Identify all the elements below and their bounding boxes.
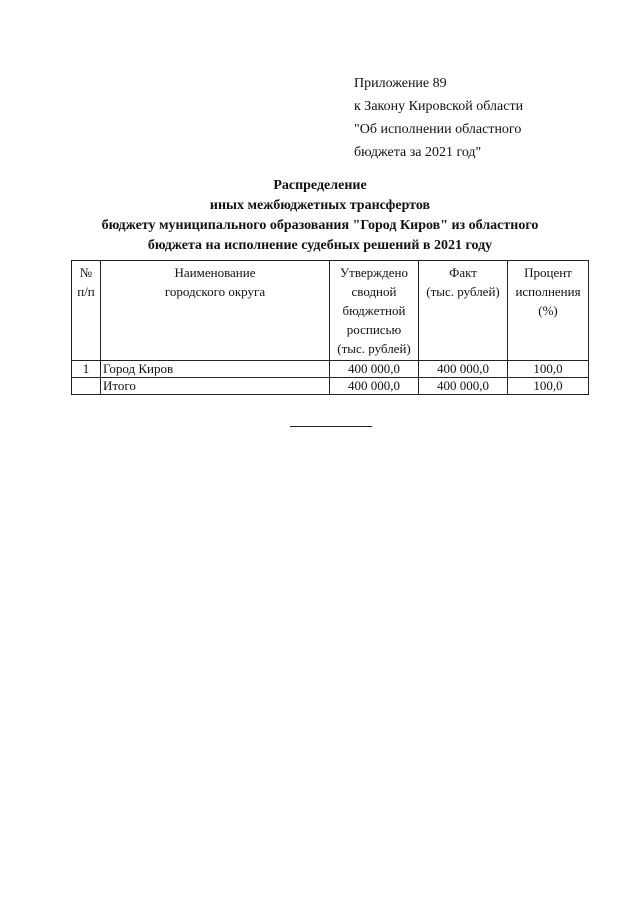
row-approved: 400 000,0 [330,361,419,378]
table-row [72,361,589,378]
header-name: Наименование городского округа [101,261,330,361]
title-line: иных межбюджетных трансфертов [209,198,431,213]
header-percent: Процент исполнения (%) [508,261,589,361]
header-num: № п/п [72,261,101,361]
row-fact: 400 000,0 [419,361,508,378]
title-line: бюджету муниципального образования "Город Киров" из областного [101,218,539,233]
end-divider-line [290,426,372,427]
row-percent: 100,0 [508,361,589,378]
row-name: Город Киров [101,361,330,378]
row-fact: 400 000,0 [419,378,508,395]
row-percent: 100,0 [508,378,589,395]
appendix-line: к Закону Кировской области [354,99,524,114]
document-title [0,176,640,256]
table-total-row [72,378,589,395]
row-num: 1 [72,361,101,378]
appendix-line: Приложение 89 [354,76,447,91]
row-num [72,378,101,395]
appendix-reference [354,72,523,164]
row-approved: 400 000,0 [330,378,419,395]
appendix-line: "Об исполнении областного [354,122,522,137]
title-line: бюджета на исполнение судебных решений в 2021 году [147,238,493,253]
appendix-line: бюджета за 2021 год" [354,145,482,160]
table-header-row [72,261,589,361]
header-fact: Факт (тыс. рублей) [419,261,508,361]
row-name: Итого [101,378,330,395]
header-approved: Утверждено сводной бюджетной росписью (тыс. рублей) [330,261,419,361]
title-line: Распределение [273,178,367,193]
transfers-table [71,260,589,395]
